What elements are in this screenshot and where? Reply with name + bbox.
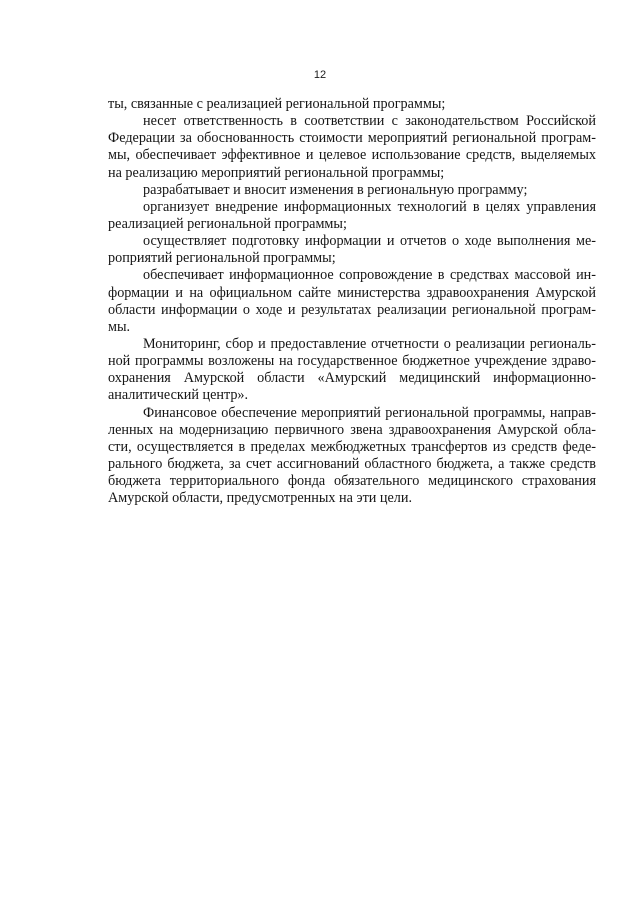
body-text <box>108 96 596 507</box>
text-line: ленных на модернизацию первичного звена здравоохранения Амурской обла- <box>108 421 596 438</box>
text-line: охранения Амурской области «Амурский медицинский информационно- <box>108 370 596 387</box>
text-line: осуществляет подготовку информации и отчетов о ходе выполнения ме- <box>143 233 596 250</box>
text-line: на реализацию мероприятий региональной программы; <box>108 164 445 181</box>
text-line: аналитический центр». <box>108 387 249 404</box>
text-line: организует внедрение информационных технологий в целях управления <box>143 198 596 215</box>
text-line: несет ответственность в соответствии с законодательством Российской <box>143 113 596 130</box>
text-line: Амурской области, предусмотренных на эти цели. <box>108 490 413 507</box>
text-line: обеспечивает информационное сопровождение в средствах массовой ин- <box>143 267 596 284</box>
text-line: Финансовое обеспечение мероприятий региональной программы, направ- <box>143 404 596 421</box>
text-line: формации и на официальном сайте министерства здравоохранения Амурской <box>108 284 596 301</box>
text-line: сти, осуществляется в пределах межбюджетных трансфертов из средств феде- <box>108 438 596 455</box>
text-line: ной программы возложены на государственное бюджетное учреждение здраво- <box>108 353 596 370</box>
text-line: области информации о ходе и результатах реализации региональной програм- <box>108 301 596 318</box>
text-line: рального бюджета, за счет ассигнований областного бюджета, а также средств <box>108 455 596 472</box>
text-line: разрабатывает и вносит изменения в региональную программу; <box>143 181 528 198</box>
text-line: бюджета территориального фонда обязательного медицинского страхования <box>108 473 596 490</box>
text-line: реализацией региональной программы; <box>108 215 347 232</box>
text-line: Федерации за обоснованность стоимости мероприятий региональной програм- <box>108 130 596 147</box>
text-line: мы. <box>108 318 131 335</box>
text-line: ты, связанные с реализацией региональной программы; <box>108 96 446 112</box>
page-number: 12 <box>313 69 327 81</box>
text-line: мы, обеспечивает эффективное и целевое использование средств, выделяемых <box>108 147 596 164</box>
text-line: Мониторинг, сбор и предоставление отчетности о реализации региональ- <box>143 335 596 352</box>
text-line: роприятий региональной программы; <box>108 250 336 267</box>
